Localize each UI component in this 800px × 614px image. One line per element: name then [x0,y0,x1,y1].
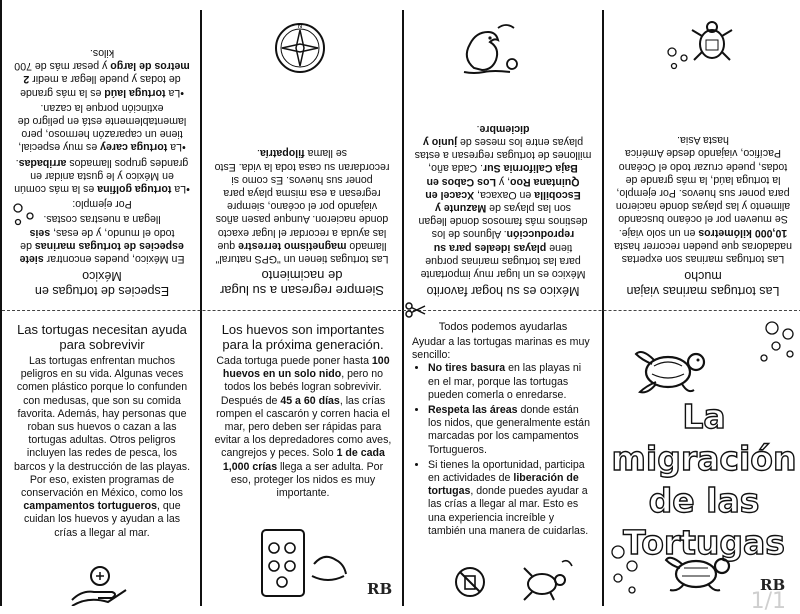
text-bold: No tires basura [428,362,506,375]
text-bold: campamentos tortugueros [23,500,158,513]
panel-title: México es su hogar favorito [426,284,580,298]
cover-title: La migración de las Tortugas [611,397,797,562]
hand-icon [68,560,134,606]
panel-text: Las tortugas marinas son expertas nadadoras que pueden recorrer hasta 10,000 kilómetros en un solo viaje. Se mueven por el océano buscando alimento y las playas donde nacieron para poner sus huevos. Por ejemplo, la tortuga laúd, la más grande de todas, puede cruzar todo el Océano Pacífico, viajando desde América hasta Asia. [614,134,792,265]
text-bold: 100 huevos en un solo nido [222,355,390,381]
compass-icon [272,20,328,76]
panel-huevos [208,318,398,518]
text-bold: Respeta las áreas [428,404,518,417]
panel-ayudarlas [408,318,598,562]
panel-title: Los huevos son importantes para la próxima generación. [221,322,385,352]
fold-line-3 [602,10,604,606]
sea-turtle-icon [688,20,736,64]
turtle-hatchling-icon [514,556,574,604]
panel-title: Siempre regresan a su lugar de nacimiento [219,268,385,298]
panel-intro: Ayudar a las tortugas marinas es muy sencillo: [412,336,590,362]
list-item [428,404,594,457]
bubbles-icon [606,538,646,600]
panel-text: En México, puedes encontrar siete especies de tortugas marinas de todo el mundo, y de esas, seis llegan a nuestras costas. Por ejemplo: •La tortuga golfina es la más común en México y le gusta anidar en grandes grupos llamados arribadas. •La tortuga carey es muy especial, tiene un caparazón hermoso, pero lamentablemente está en peligro de extinción porque la cazan. •La tortuga laúd es la más grande de todas y puede llegar a medir 2 metros de largo y pesar más de 700 kilos. [14,46,190,265]
panel-text [214,355,392,500]
panel-especies [8,8,196,306]
text-part: llega a ser adulta. Por eso, proteger los nidos es muy importante. [230,460,384,500]
text-part: donde están los nidos, que generalmente están marcadas por los campamentos Tortugueros. [428,404,590,456]
text-part: Las tortugas enfrentan muchos peligros en su vida. Algunas veces comen plástico porque lo confunden con medusas, que son su comida favorita. Además, hay personas que roban sus huevos o cazan a las tortugas adultas. Otros peligros incluyen las redes de pesca, los barcos y la destrucción de las playas. Por eso, existen programas de conservación en México, como los [13,355,191,500]
fold-line-2 [402,10,404,606]
bubbles-icon [664,44,694,74]
logo: RB [760,576,786,594]
text-part: en las playas ni en el mar, porque las tortugas pueden comerla o enredarse. [428,362,582,401]
fold-line-1 [200,10,202,606]
text-part: , que cuidan los huevos y ayudan a las crías a llegar al mar. [23,500,181,539]
panel-title: Las tortugas marinas viajan mucho [626,269,780,298]
text-part: , pero no todos los bebés logran sobrevivir. Después de [220,368,384,407]
text-bold: 45 a 60 días [280,394,340,407]
panel-text: México es un lugar muy importante para las tortugas marinas porque tiene playas ideales para su reproducción. Algunos de los destinos más famosos donde llegan son las playas de Mazunte y Escobilla en Oaxaca, Xcacel en Quintana Roo, y Los Cabos en Baja California Sur. Cada año, millones de tortugas regresan a estas playas entre los meses de junio y diciembre. [414,122,592,280]
text-part: , las crías rompen el cascarón y corren hacia el mar, pero deben ser rápidas para evitar a los depredadores como aves, cangrejos y peces. Solo [214,394,392,460]
panel-text [12,355,192,540]
panel-title: Las tortugas necesitan ayuda para sobrevivir [17,322,187,352]
sea-turtle-icon [632,340,712,398]
list-item [428,459,594,538]
bubbles-icon [8,198,38,228]
text-part: Cada tortuga puede poner hasta [216,355,372,367]
svg-text:N: N [297,23,303,30]
sea-turtle-icon [662,544,736,594]
text-bold: liberación de tortugas [428,472,579,498]
panel-text: Las tortugas tienen un "GPS natural" llamado magnetismo terrestre que las ayuda a recordar el lugar exacto donde nacieron. Aunque pasen años viajando por el océano, siempre regresan a esa misma playa para poner sus huevos. Es como si recordaran su casa toda la vida. Esto se llama filopatría. [214,147,390,265]
text-bold: 1 de cada 1,000 crías [222,447,385,473]
logo: RB [367,580,393,598]
text-part: , donde puedes ayudar a las crías a llegar al mar. Esto es una experiencia increíble y también una manera de cuidarlas. [428,485,589,537]
page-number: 1/1 [750,589,786,614]
help-list [412,362,594,538]
seahorse-icon [454,18,524,78]
panel-ayuda [8,318,196,566]
no-trash-icon [454,566,486,598]
bubbles-icon [752,318,800,368]
panel-title: Especies de tortugas en México [34,269,170,298]
text-part: Si tienes la oportunidad, participa en actividades de [428,458,585,485]
list-item [428,362,594,402]
panel-title: Todos podemos ayudarlas [438,321,568,333]
cut-line [2,310,800,312]
nest-icon [252,524,356,604]
